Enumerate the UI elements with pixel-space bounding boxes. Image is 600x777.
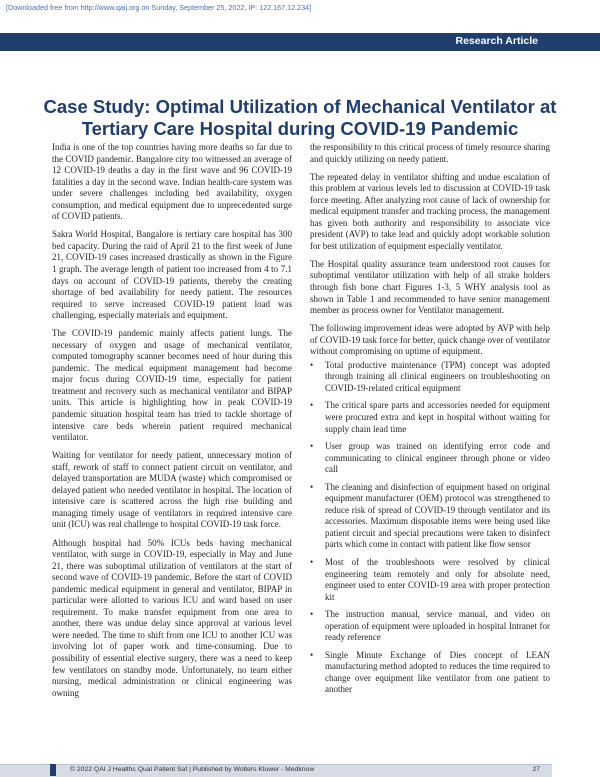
list-item-text: Single Minute Exchange of Dies concept of LEAN manufacturing method adopted to reduces the time required to change over equipment like ventilator from one patient to another xyxy=(325,649,550,695)
list-item xyxy=(310,557,550,603)
list-item xyxy=(310,441,550,476)
article-title: Case Study: Optimal Utilization of Mechanical Ventilator at Tertiary Care Hospital during COVID-19 Pandemic xyxy=(43,96,557,140)
footer-citation: © 2022 QAI J Healthc Qual Patient Saf | Published by Wolters Kluwer - Medknow xyxy=(70,766,315,773)
list-item xyxy=(310,360,550,395)
paragraph: Although hospital had 50% ICUs beds having mechanical ventilator, with surge in COVID-19, especially in May and June 21, there was suboptimal utilization of ventilators at the start of second wave of COVID-19 pandemic. Before the start of COVID pandemic medical equipment in general and ventilator, BIPAP in particular were allotted to various ICU and ward based on user requirement. To make transfer equipment from one area to another, there was undue delay since approval at various level were needed. The time to shift from one ICU to another ICU was involving lot of paper work and time-consuming. Due to possibility of essential elective surgery, there was a need to keep few ventilators on standby mode. Unfortunately, no team either nursing, medical administration or clinical engineering was owning xyxy=(52,537,292,698)
paragraph: India is one of the top countries having more deaths so far due to the COVID pandemic. Bangalore city too witnessed an average of 12 COVID-19 deaths a day in the first wave and 96 COVID-19 fatalities a day in the second wave. Indian health-care system was under severe challenges including bed availability, oxygen consumption, and medical equipment due to unprecedented surge of COVID patients. xyxy=(52,142,292,222)
bullet-icon: • xyxy=(310,481,314,492)
list-item-text: Most of the troubleshoots were resolved by clinical engineering team remotely and only for absolute need, engineer used to enter COVID-19 area with proper protection kit xyxy=(325,557,550,602)
list-item-text: The cleaning and disinfection of equipment based on original equipment manufacturer (OEM) protocol was strengthened to reduce risk of spread of COVID-19 through ventilator and its accessories. Maximum disposable items were being used like patient circuit and special precautions were taken to disinfect parts which come in contact with patient like flow sensor xyxy=(325,481,550,550)
paragraph: The following improvement ideas were adopted by AVP with help of COVID-19 task force for better, quick change over of ventilator without compromising on uptime of equipment. xyxy=(310,323,550,357)
bullet-icon: • xyxy=(310,400,314,411)
list-item-text: The instruction manual, service manual, and video on operation of equipment were uploaded in hospital Intranet for ready reference xyxy=(325,609,550,643)
list-item xyxy=(310,400,550,435)
list-item xyxy=(310,650,550,696)
list-item xyxy=(310,609,550,644)
paragraph: The Hospital quality assurance team understood root causes for suboptimal ventilator utilization with help of all strake holders through fish bone chart Figures 1-3, 5 WHY analysis tool as shown in Table 1 and recommended to have senior management member as process owner for Ventilator management. xyxy=(310,258,550,316)
paragraph: The COVID-19 pandemic mainly affects patient lungs. The necessary of oxygen and usage of mechanical ventilator, computed tomography scanner becomes need of hour during this pandemic. The medical equipment management had become major focus during COVID-19 time, especially for patient treatment and recovery such as mechanical ventilator and BIPAP units. This article is highlighting how in peak COVID-19 pandemic situation hospital team has tried to tackle shortage of intensive care beds wherein patient required mechanical ventilator. xyxy=(52,328,292,443)
page-number: 27 xyxy=(532,766,540,773)
download-note: [Downloaded free from http://www.qaij.org on Sunday, September 25, 2022, IP: 122.167.12.234] xyxy=(6,3,312,12)
bullet-icon: • xyxy=(310,441,314,452)
list-item-text: The critical spare parts and accessories needed for equipment were procured extra and kept in hospital without waiting for supply chain lead time xyxy=(325,400,550,434)
list-item-text: Total productive maintenance (TPM) concept was adopted through training all clinical engineers on troubleshooting on COVID-19-related critical equipment xyxy=(325,359,550,393)
bullet-icon: • xyxy=(310,609,314,620)
paragraph: Sakra World Hospital, Bangalore is tertiary care hospital has 300 bed capacity. During the raid of April 21 to the first week of June 21, COVID-19 cases increased drastically as shown in the Figure 1 graph. The average length of patient too increased from 4 to 7.1 days on account of COVID-19 patients, thereby the creating shortage of bed availability for needy patient. The resources required to serve increased COVID-19 patient load was challenging, especially materials and equipment. xyxy=(52,229,292,321)
left-column xyxy=(52,142,292,706)
paragraph: The repeated delay in ventilator shifting and undue escalation of this problem at various levels led to discussion at COVID-19 task force meeting. After analyzing root cause of lack of ownership for medical equipment transfer and tracking process, the management has given both authority and responsibility to associate vice president (AVP) to take lead and quickly adopt workable solution for best utilization of equipment especially ventilator. xyxy=(310,171,550,251)
list-item-text: User group was trained on identifying error code and communicating to clinical engineer through phone or video call xyxy=(325,441,550,475)
right-column xyxy=(310,142,550,702)
footer-accent xyxy=(50,764,56,776)
section-label: Research Article xyxy=(455,35,538,47)
improvement-list xyxy=(310,360,550,696)
bullet-icon: • xyxy=(310,359,314,370)
bullet-icon: • xyxy=(310,557,314,567)
bullet-icon: • xyxy=(310,649,314,660)
section-banner xyxy=(0,33,600,51)
paragraph: the responsibility to this critical process of timely resource sharing and quickly utilizing on needy patient. xyxy=(310,142,550,164)
paragraph: Waiting for ventilator for needy patient, unnecessary motion of staff, rework of staff to connect patient circuit on ventilator, and delayed transportation are MUDA (waste) which compromised or delayed patient who needed ventilator in hospital. The location of intensive care is scattered across the high rise building and managing timely usage of ventilators in required intensive care unit (ICU) was real challenge to hospital COVID-19 task force. xyxy=(52,450,292,530)
footer-bar xyxy=(0,764,552,777)
list-item xyxy=(310,482,550,551)
